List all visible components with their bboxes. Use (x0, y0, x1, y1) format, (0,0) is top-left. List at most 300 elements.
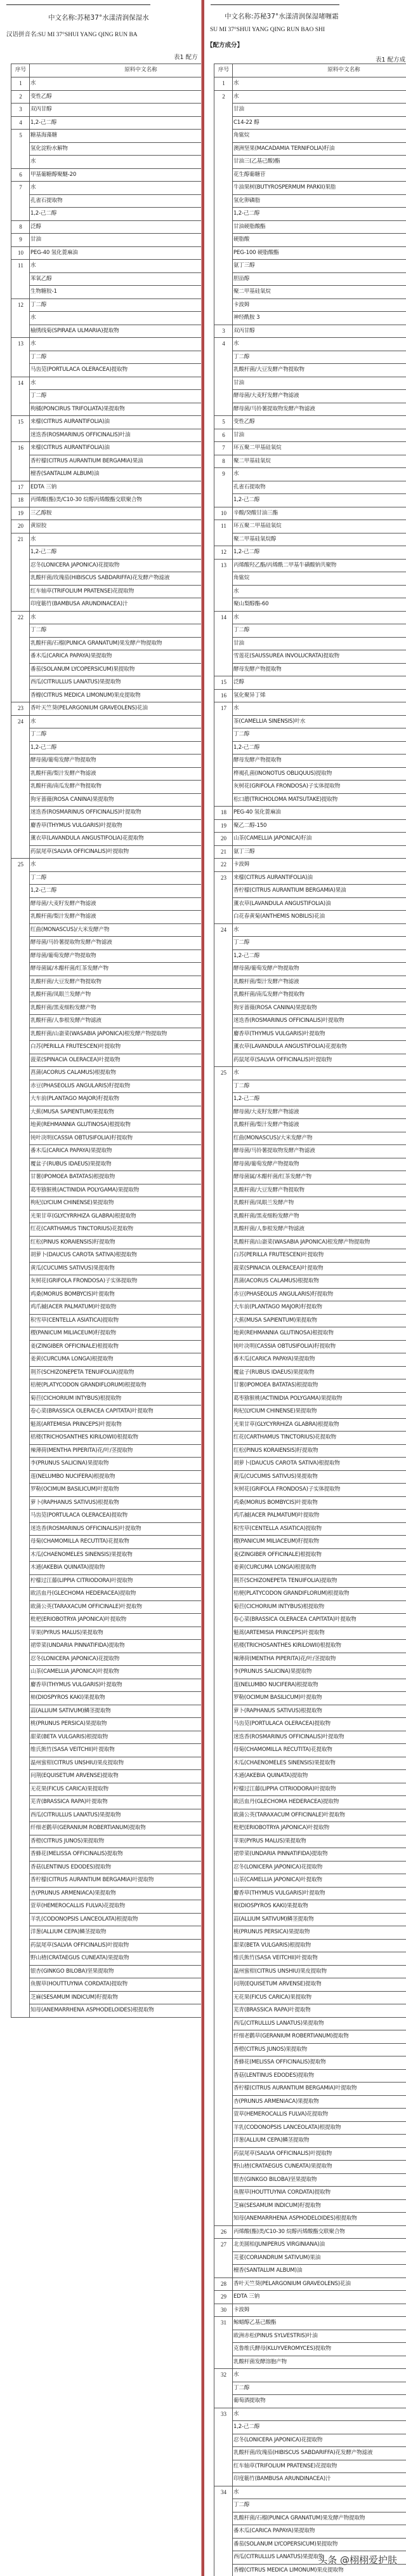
table-row (214, 429, 406, 442)
table-row (11, 715, 202, 728)
ingredient-name: 甘薯(IPOMOEA BATATAS)根提取物 (30, 1171, 202, 1184)
ingredient-name: 枸杞(LYCIUM CHINENSE)果提取物 (233, 1405, 406, 1419)
ingredient-name: 狗牙蔷薇(ROSA CANINA)果提取物 (30, 793, 202, 807)
table-row (11, 819, 202, 833)
sequence-number: 34 (214, 2486, 233, 2576)
table-row (214, 533, 406, 546)
table-row (214, 871, 406, 885)
ingredient-name: 乳酸杆菌/南瓜发酵产物提取物 (233, 989, 406, 1002)
ingredient-name: 丙烯酸(酯)类/C10-30 烷醇丙烯酸酯交联聚合物 (30, 494, 202, 507)
table-row (11, 1574, 202, 1588)
table-row (214, 2291, 406, 2304)
table-row (214, 1653, 406, 1666)
ingredient-name: 乳酸杆菌/玫瑰茄(HIBISCUS SABDARIFFA)花发酵产物滤液 (30, 572, 202, 586)
ingredient-name: 孔雀石提取物 (30, 194, 202, 208)
table-row (11, 1718, 202, 1731)
ingredient-name: 酵母菌/葡萄发酵产物提取物 (233, 963, 406, 976)
ingredient-name: 卷心菜(BRASSICA OLERACEA CAPITATA)叶提取物 (30, 1405, 202, 1419)
ingredient-name: 纤细老鹳草(GERANIUM ROBERTIANUM)提取物 (30, 1822, 202, 1835)
ingredient-name: 变性乙醇 (30, 90, 202, 104)
ingredient-name: 鸡爪槭(ACER PALMATUM)叶提取物 (30, 1301, 202, 1315)
sequence-number: 31 (214, 2317, 233, 2369)
ingredient-name: 乳酸杆菌/山嵛菜(WASABIA JAPONICA)根发酵产物提取物 (233, 1236, 406, 1249)
table-row (214, 676, 406, 690)
ingredient-name: 枇杷(ERIOBOTRYA JAPONICA)叶提取物 (30, 1614, 202, 1627)
table-row (11, 507, 202, 520)
ingredient-name: 菊苣(CICHORIUM INTYBUS)根提取物 (233, 1600, 406, 1614)
table-row (11, 949, 202, 963)
ingredient-name: 问荆(EQUISETUM ARVENSE)提取物 (233, 1978, 406, 1992)
ingredient-name: 苯氧乙醇 (30, 272, 202, 286)
table-row (214, 1340, 406, 1353)
table-row (214, 77, 406, 91)
table-row (11, 286, 202, 299)
ingredient-name: 水 (233, 468, 406, 481)
ingredient-name: 1,2-己二醇 (233, 546, 406, 560)
ingredient-name: 酵母菌/葡萄发酵产物提取物 (233, 1158, 406, 1171)
table-row (214, 260, 406, 273)
ingredient-name: 桃(PRUNUS PERSICA)果提取物 (233, 1926, 406, 1940)
table-row (214, 234, 406, 247)
table-row (214, 312, 406, 325)
sequence-number: 25 (214, 1067, 233, 2226)
sequence-number: 1 (11, 77, 30, 91)
sequence-number: 16 (214, 689, 233, 702)
ingredient-name: 酵母菌属/木醋杆菌/红茶发酵产物 (30, 963, 202, 976)
ingredient-name: 乳酸杆菌/凤眼兰发酵产物 (233, 1197, 406, 1211)
table-row (214, 1314, 406, 1327)
table-row (214, 1848, 406, 1862)
ingredient-name: 1,2-己二醇 (233, 494, 406, 507)
table-row (214, 793, 406, 807)
formula-table (214, 64, 406, 2576)
ingredient-name: 番木瓜(CARICA PAPAYA)果提取物 (233, 1353, 406, 1367)
table-row (11, 702, 202, 716)
ingredient-name: 萝卜(RAPHANUS SATIVUS)根提取物 (30, 1496, 202, 1510)
ingredient-name: 酵母菌/大麦籽发酵产物滤液 (233, 390, 406, 403)
table-row (214, 2421, 406, 2434)
table-row (214, 1444, 406, 1458)
ingredient-name: 温州蜜柑(CITRUS UNSHIU)果皮提取物 (30, 1757, 202, 1770)
table-row (11, 1067, 202, 1080)
ingredient-name: 红花(CARTHAMUS TINCTORIUS)花提取物 (233, 1432, 406, 1445)
ingredient-name: 黄瓜(CUCUMIS SATIVUS)果提取物 (30, 1262, 202, 1275)
table-row (214, 2317, 406, 2330)
ingredient-name: 忍冬(LONICERA JAPONICA)花提取物 (30, 1653, 202, 1666)
ingredient-name: 来檬(CITRUS AURANTIFOLIA)油 (30, 442, 202, 455)
table-row (214, 833, 406, 846)
ingredient-name: 灰树花(GRIFOLA FRONDOSA)子实体提取物 (233, 1484, 406, 1497)
ingredient-name: 迷迭香(ROSMARINUS OFFICINALIS)叶油 (30, 429, 202, 442)
ingredient-name: 迷迭香(ROSMARINUS OFFICINALIS)叶提取物 (30, 1522, 202, 1536)
left-document-page (0, 0, 202, 2576)
ingredient-name: 酵母菌/葡萄发酵产物提取物 (30, 949, 202, 963)
ingredient-name: 知母(ANEMARRHENA ASPHODELOIDES)根提取物 (233, 2213, 406, 2226)
ingredient-name: 葛枣猕猴桃(ACTINIDIA POLYGAMA)果提取物 (233, 1392, 406, 1405)
ingredient-name: 酵母菌/马铃薯提取物发酵产物滤液 (30, 937, 202, 950)
ingredient-name: 卷心菜(BRASSICA OLERACEA CAPITATA)叶提取物 (233, 1614, 406, 1627)
sequence-number: 32 (214, 2369, 233, 2408)
ingredient-name: 黄原胶 (30, 520, 202, 533)
table-row (214, 1458, 406, 1471)
ingredient-name: 乳酸杆菌/大豆发酵产物提取物 (233, 364, 406, 377)
ingredient-name: 水 (30, 859, 202, 872)
sequence-number: 12 (11, 299, 30, 338)
ingredient-name: 李(PRUNUS SALICINA)果提取物 (233, 1666, 406, 1679)
ingredient-name: 萝卜(RAPHANUS SATIVUS)根提取物 (233, 1705, 406, 1718)
table-row (214, 2147, 406, 2161)
table-row (214, 364, 406, 377)
table-row (214, 1796, 406, 1809)
ingredient-name: 1,2-己二醇 (233, 2421, 406, 2434)
table-row (11, 793, 202, 807)
table-row (214, 897, 406, 911)
table-row (214, 1002, 406, 1015)
table-row (11, 911, 202, 924)
section-heading: 【配方成分】 (207, 42, 244, 49)
ingredient-name: 孔雀石提取物 (233, 481, 406, 494)
table-row (11, 260, 202, 273)
ingredient-name: 变性乙醇 (233, 416, 406, 429)
ingredient-name: 番木瓜(CARICA PAPAYA)果提取物 (233, 2525, 406, 2539)
table-row (11, 246, 202, 260)
ingredient-name: 萱草(HEMEROCALLIS FULVA)花提取物 (233, 2109, 406, 2122)
table-row (214, 2460, 406, 2473)
ingredient-name: 乳酸杆菌/人参根发酵产物滤液 (233, 1223, 406, 1237)
ingredient-name: 印度簕竹(BAMBUSA ARUNDINACEA)汁 (30, 598, 202, 612)
ingredient-name: 灰树花(GRIFOLA FRONDOSA)子实体提取物 (233, 781, 406, 794)
table-row (11, 897, 202, 911)
table-row (214, 2251, 406, 2265)
sequence-number: 30 (214, 2304, 233, 2317)
ingredient-name: 地黄(REHMANNIA GLUTINOSA)根提取物 (30, 1119, 202, 1132)
table-row (11, 1379, 202, 1393)
table-row (11, 156, 202, 169)
sequence-number: 13 (214, 559, 233, 611)
table-row (214, 130, 406, 143)
ingredient-name: 水 (233, 2408, 406, 2421)
ingredient-name: 酵母菌/大麦籽发酵产物滤液 (233, 1106, 406, 1119)
table-row (11, 546, 202, 560)
ingredient-name: 芝麻(SESAMUM INDICUM)籽提取物 (233, 2199, 406, 2213)
table-row (214, 1536, 406, 1549)
ingredient-name: 水 (233, 702, 406, 716)
ingredient-name: 泛醇 (30, 220, 202, 234)
ingredient-name: 糖基海藻糖 (30, 130, 202, 143)
column-header-seq: 序号 (214, 64, 233, 77)
table-row (11, 234, 202, 247)
table-row (11, 1822, 202, 1835)
table-row (214, 416, 406, 429)
table-row (11, 937, 202, 950)
table-row (214, 1939, 406, 1952)
table-row (214, 220, 406, 234)
ingredient-name: 积雪草(CENTELLA ASIATICA)提取物 (30, 1314, 202, 1327)
ingredient-name: 银杏(GINKGO BILOBA)坚果提取物 (233, 2173, 406, 2187)
ingredient-name: 聚二甲基硅氧烷 (233, 455, 406, 468)
ingredient-name: 北美圆柏(JUNIPERUS VIRGINIANA)油 (233, 2239, 406, 2252)
table-row (214, 2473, 406, 2486)
ingredient-name: PEG-40 氢化蓖麻油 (30, 246, 202, 260)
ingredient-name: 澳洲坚果(MACADAMIA TERNIFOLIA)籽油 (233, 142, 406, 156)
ingredient-name: 香蜂花(MELISSA OFFICINALIS)提取物 (233, 2056, 406, 2070)
table-row (11, 1484, 202, 1497)
table-row (214, 1470, 406, 1484)
table-row (214, 2304, 406, 2317)
sequence-number: 4 (11, 116, 30, 130)
ingredient-name: 柿(DIOSPYROS KAKI)果提取物 (30, 1692, 202, 1705)
ingredient-name: 辛酸/癸酸甘油三酯 (233, 507, 406, 520)
ingredient-name: 香橙(CITRUS JUNOS)果提取物 (30, 1835, 202, 1848)
ingredient-name: 酵母发酵产物提取物 (233, 663, 406, 676)
table-row (11, 1705, 202, 1718)
table-row (214, 104, 406, 117)
table-row (11, 468, 202, 481)
table-row (214, 2069, 406, 2083)
ingredient-name: 氢化聚异丁烯 (233, 689, 406, 702)
ingredient-name: 聚二甲基硅氧烷醇 (233, 533, 406, 546)
ingredient-name: 甘油 (233, 429, 406, 442)
sequence-number: 9 (214, 468, 233, 507)
table-row (214, 2161, 406, 2174)
table-row (214, 1223, 406, 1237)
ingredient-name: 李(PRUNUS SALICINA)果提取物 (30, 1458, 202, 1471)
ingredient-name: 丁二醇 (233, 2499, 406, 2512)
table-row (214, 2225, 406, 2239)
table-row (214, 351, 406, 364)
sequence-number: 15 (214, 676, 233, 690)
table-row (11, 611, 202, 624)
table-row (11, 1861, 202, 1874)
ingredient-name: 栝楼(TRICHOSANTHES KIRILOWII)根提取物 (233, 1640, 406, 1653)
sequence-number: 20 (214, 833, 233, 846)
ingredient-name: 红曲(MONASCUS)/大米发酵产物 (30, 923, 202, 937)
ingredient-name: 狗牙蔷薇(ROSA CANINA)果提取物 (233, 1002, 406, 1015)
sequence-number: 5 (214, 416, 233, 429)
ingredient-name: 甲基葡糖醇聚醚-20 (30, 168, 202, 182)
table-row (214, 1262, 406, 1275)
ingredient-name: 麝香草(THYMUS VULGARIS)叶提取物 (233, 1887, 406, 1900)
table-row (11, 1731, 202, 1744)
table-row (214, 741, 406, 755)
ingredient-name: 丁二醇 (233, 624, 406, 638)
table-row (214, 2395, 406, 2408)
table-row (11, 142, 202, 156)
table-row (214, 2486, 406, 2499)
ingredient-name: 水 (30, 715, 202, 728)
table-row (214, 272, 406, 286)
ingredient-name: 花生醇葡糖苷 (233, 168, 406, 182)
ingredient-name: 木瓜(CHAENOMELES SINENSIS)果提取物 (30, 1548, 202, 1562)
ingredient-name: 辣薄荷(MENTHA PIPERITA)花/叶/茎提取物 (30, 1444, 202, 1458)
table-row (214, 911, 406, 924)
table-row (214, 1861, 406, 1874)
ingredient-name: 水 (233, 611, 406, 624)
table-row (11, 429, 202, 442)
table-row (11, 728, 202, 742)
sequence-number: 23 (214, 871, 233, 923)
ingredient-name: 积雪草(CENTELLA ASIATICA)提取物 (233, 1522, 406, 1536)
ingredient-name: 马齿苋(PORTULACA OLERACEA)提取物 (30, 1510, 202, 1523)
ingredient-name: 芫荽(CORIANDRUM SATIVUM)果油 (233, 2251, 406, 2265)
table-row (214, 1236, 406, 1249)
table-row (214, 1184, 406, 1197)
table-row (214, 585, 406, 598)
table-row (11, 1418, 202, 1432)
ingredient-name: 水 (233, 77, 406, 91)
table-row (11, 1093, 202, 1106)
table-row (214, 338, 406, 351)
ingredient-name: 卡波姆 (233, 299, 406, 312)
table-row (11, 1054, 202, 1067)
table-caption: 表1 配方成 (376, 57, 406, 64)
table-row (214, 520, 406, 533)
ingredient-name: 氨丁三醇 (233, 845, 406, 859)
ingredient-name: 印度簕竹(BAMBUSA ARUNDINACEA)汁 (233, 2473, 406, 2486)
ingredient-name: 忍冬(LONICERA JAPONICA)花提取物 (233, 2434, 406, 2447)
ingredient-name: 姜(ZINGIBER OFFICINALE)根提取物 (30, 1340, 202, 1353)
table-row (11, 1145, 202, 1158)
ingredient-name: 1,2-己二醇 (30, 741, 202, 755)
table-row (214, 2408, 406, 2421)
ingredient-name: 胡萝卜(DAUCUS CAROTA SATIVA)根提取物 (233, 1458, 406, 1471)
table-row (11, 130, 202, 143)
ingredient-name: 姜黄(CURCUMA LONGA)根提取物 (233, 1562, 406, 1575)
ingredient-name: 赤豆(PHASEOLUS ANGULARIS)籽提取物 (233, 1288, 406, 1301)
table-row (214, 1327, 406, 1341)
ingredient-name: 菠菜(SPINACIA OLERACEA)叶提取物 (30, 1054, 202, 1067)
table-row (11, 312, 202, 325)
ingredient-name: 罗勒(OCIMUM BASILICUM)叶提取物 (30, 1484, 202, 1497)
ingredient-name: 迷迭香(ROSMARINUS OFFICINALIS)叶提取物 (30, 807, 202, 820)
ingredient-name: 白苏(PERILLA FRUTESCEN)叶提取物 (30, 1041, 202, 1054)
table-row (214, 182, 406, 195)
ingredient-name: 药鼠尾草(SALVIA OFFICINALIS)叶提取物 (233, 1054, 406, 1067)
ingredient-name: 三乙醇胺 (30, 507, 202, 520)
table-row (214, 2135, 406, 2148)
ingredient-name: 问荆(EQUISETUM ARVENSE)提取物 (30, 1770, 202, 1783)
table-row (214, 194, 406, 208)
table-row (214, 559, 406, 572)
ingredient-name: 乳酸杆菌/梨汁发酵产物滤液 (233, 976, 406, 989)
table-row (214, 1731, 406, 1744)
table-row (214, 2434, 406, 2447)
table-row (214, 2512, 406, 2525)
table-row (11, 976, 202, 989)
table-row (11, 1184, 202, 1197)
ingredient-name: 马齿苋(PORTULACA OLERACEA)提取物 (30, 364, 202, 377)
ingredient-name: 环五聚二甲基硅氧烷 (233, 442, 406, 455)
sequence-number: 17 (214, 702, 233, 807)
ingredient-name: 柿(DIOSPYROS KAKI)果提取物 (233, 1900, 406, 1914)
table-row (11, 1835, 202, 1848)
sequence-number: 12 (214, 546, 233, 560)
ingredient-name: 水 (30, 156, 202, 169)
table-row (11, 1913, 202, 1926)
ingredient-name: 水 (30, 312, 202, 325)
table-row (11, 1939, 202, 1952)
sequence-number: 33 (214, 2408, 233, 2486)
table-row (11, 689, 202, 702)
ingredient-name: 茶(CAMELLIA SINENSIS)叶水 (233, 715, 406, 728)
ingredient-name: 乳酸杆菌/山嵛菜(WASABIA JAPONICA)根发酵产物提取物 (30, 1028, 202, 1041)
ingredient-name: 药鼠尾草(SALVIA OFFICINALIS)叶提取物 (233, 2147, 406, 2161)
table-row (214, 937, 406, 950)
table-row (11, 1614, 202, 1627)
table-row (11, 1548, 202, 1562)
table-row (214, 1028, 406, 1041)
ingredient-name: 香柠檬(CITRUS AURANTIUM BERGAMIA)叶提取物 (233, 2083, 406, 2096)
ingredient-name: 欧蒲公英(TARAXACUM OFFICINALE)叶提取物 (233, 1809, 406, 1822)
table-row (11, 377, 202, 390)
ingredient-name: 水 (30, 260, 202, 273)
table-row (214, 2083, 406, 2096)
ingredient-name: 水 (30, 77, 202, 91)
table-row (11, 845, 202, 859)
table-row (214, 1952, 406, 1966)
table-row (214, 949, 406, 963)
ingredient-name: 牛油果树(BUTYROSPERMUM PARKII)果脂 (233, 182, 406, 195)
table-row (214, 455, 406, 468)
ingredient-name: 聚二甲基硅氧烷 (233, 286, 406, 299)
table-row (214, 1171, 406, 1184)
ingredient-name: 聚山梨醇酯-60 (233, 598, 406, 612)
table-row (214, 1627, 406, 1640)
table-row (11, 833, 202, 846)
table-row (11, 741, 202, 755)
table-row (214, 442, 406, 455)
table-row (214, 377, 406, 390)
sequence-number: 10 (11, 246, 30, 260)
table-row (214, 2199, 406, 2213)
table-row (214, 1770, 406, 1783)
table-row (11, 923, 202, 937)
table-row (214, 1874, 406, 1888)
sequence-number: 6 (11, 168, 30, 182)
table-row (214, 1015, 406, 1028)
table-row (11, 1002, 202, 1015)
ingredient-name: 水 (30, 611, 202, 624)
table-row (214, 1080, 406, 1093)
ingredient-name: 酵母菌属/木醋杆菌/红茶发酵产物 (233, 1171, 406, 1184)
ingredient-name: 枸橘(PONCIRUS TRIFOLIATA)果提取物 (30, 403, 202, 416)
ingredient-name: 甘油三(乙基己酸)酯 (233, 156, 406, 169)
ingredient-name: 松口蘑(TRICHOLOMA MATSUTAKE)提取物 (233, 793, 406, 807)
table-row (214, 246, 406, 260)
ingredient-name: 甜菜(BETA VULGARIS)根提取物 (30, 1731, 202, 1744)
ingredient-name: 杏(PRUNUS ARMENIACA)果提取物 (233, 2095, 406, 2109)
table-row (214, 1965, 406, 1978)
table-row (214, 208, 406, 221)
ingredient-name: 灰树花(GRIFOLA FRONDOSA)子实体提取物 (30, 1275, 202, 1289)
ingredient-name: 钝叶决明(CASSIA OBTUSIFOLIA)籽提取物 (30, 1132, 202, 1145)
table-row (214, 1210, 406, 1223)
ingredient-name: 菠菜(SPINACIA OLERACEA)叶提取物 (233, 1262, 406, 1275)
table-row (11, 676, 202, 690)
ingredient-name: 无花果(FICUS CARICA)果提取物 (30, 1783, 202, 1796)
table-row (214, 637, 406, 650)
table-row (11, 1522, 202, 1536)
ingredient-name: 覆盆子(RUBUS IDAEUS)果提取物 (233, 1366, 406, 1379)
table-row (11, 1770, 202, 1783)
ingredient-name: 乳酸杆菌/凤眼兰发酵产物 (30, 989, 202, 1002)
ingredient-name: 水 (30, 182, 202, 195)
ingredient-name: 麝香草(THYMUS VULGARIS)叶提取物 (30, 819, 202, 833)
ingredient-name: 氢化淀粉水解物 (30, 142, 202, 156)
table-row (11, 1314, 202, 1327)
table-row (11, 1028, 202, 1041)
table-row (11, 755, 202, 768)
